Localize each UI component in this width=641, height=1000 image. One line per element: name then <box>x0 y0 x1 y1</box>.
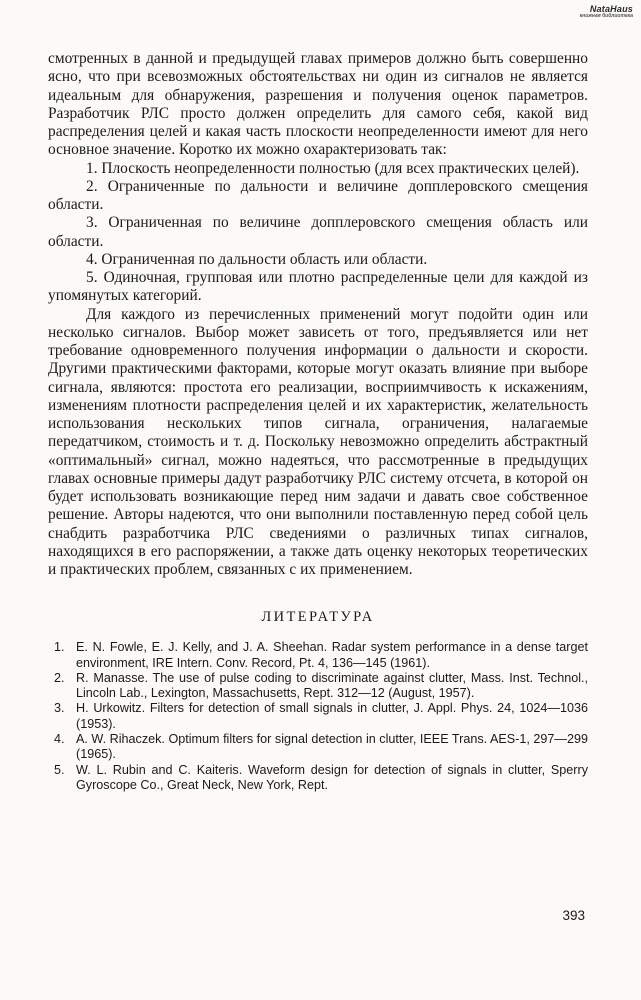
list-item-1: 1. Плоскость неопределенности полностью (для всех практических целей). <box>86 159 580 177</box>
reference-number: 5. <box>54 762 65 777</box>
watermark-name: NataHaus <box>589 4 633 14</box>
reference-number: 3. <box>54 701 65 716</box>
reference-number: 4. <box>54 732 65 747</box>
reference-text: W. L. Rubin and C. Kaiteris. Waveform design for detection of signals in clutter, Sperry Gyroscope Co., Great Neck, New York, Rept. <box>76 762 588 792</box>
list-item-4: 4. Ограниченная по дальности область или области. <box>86 250 428 268</box>
page-body <box>48 50 588 793</box>
reference-item <box>48 732 588 763</box>
paragraph-conclusion: Для каждого из перечисленных применений могут подойти один или несколько сигналов. Выбор может зависеть от того, предъявляется или нет требование одновременного получения информации о дальности и скорости. Другими практическими факторами, которые могут оказать влияние при выборе сигнала, являются: простота его реализации, восприимчивость к искажениям, изменениям плотности распределения целей и их характеристик, желательность использования нескольких типов сигнала, ограничения, налагаемые передатчиком, стоимость и т. д. Поскольку невозможно определить абстрактный «оптимальный» сигнал, можно надеяться, что рассмотренные в предыдущих главах основные примеры дадут разработчику РЛС систему отсчета, в которой он будет использовать возникающие перед ним задачи и давать свое собственное решение. Авторы надеются, что они выполнили поставленную перед собой цель снабдить разработчика РЛС сведениями о различных типах сигналов, находящихся в его распоряжении, а также дать оценку некоторых теоретических и практических проблем, связанных с их применением. <box>48 305 588 578</box>
reference-text: R. Manasse. The use of pulse coding to discriminate against clutter, Mass. Inst. Technol., Lincoln Lab., Lexington, Massachusetts, Rept. 312—12 (August, 1957). <box>76 670 588 701</box>
reference-text: E. N. Fowle, E. J. Kelly, and J. A. Sheehan. Radar system performance in a dense target environment, IRE Intern. Conv. Record, Pt. 4, 136—145 (1961). <box>76 640 588 670</box>
watermark-logo <box>580 4 633 19</box>
reference-list <box>48 640 588 793</box>
reference-item <box>48 701 588 732</box>
section-heading: ЛИТЕРАТУРА <box>261 609 375 626</box>
reference-item <box>48 671 588 702</box>
list-item-3: 3. Ограниченная по величине допплеровского смещения область или области. <box>48 214 588 250</box>
list-item-2: 2. Ограниченные по дальности и величине допплеровского смещения области. <box>48 177 588 213</box>
reference-number: 1. <box>54 640 65 655</box>
reference-item <box>48 640 588 671</box>
watermark-subtitle: книжная библиотека <box>579 13 633 19</box>
list-item-5: 5. Одиночная, групповая или плотно распределенные цели для каждой из упомянутых категорий. <box>48 269 588 305</box>
reference-text: H. Urkowitz. Filters for detection of small signals in clutter, J. Appl. Phys. 24, 1024—1036 (1953). <box>76 701 588 731</box>
reference-number: 2. <box>54 670 65 685</box>
page-number: 393 <box>562 908 585 923</box>
reference-text: A. W. Rihaczek. Optimum filters for signal detection in clutter, IEEE Trans. AES-1, 297—299 (1965). <box>76 732 588 762</box>
reference-item <box>48 763 588 794</box>
paragraph-intro: смотренных в данной и предыдущей главах примеров должно быть совершенно ясно, что при всевозможных обстоятельствах ни один из сигналов не является идеальным для обнаружения, разрешения и получения оценок параметров. Разработчик РЛС просто должен определить для самого себя, какой вид распределения целей и какая часть плоскости неопределенности имеют для него основное значение. Коротко их можно охарактеризовать так: <box>48 50 588 159</box>
